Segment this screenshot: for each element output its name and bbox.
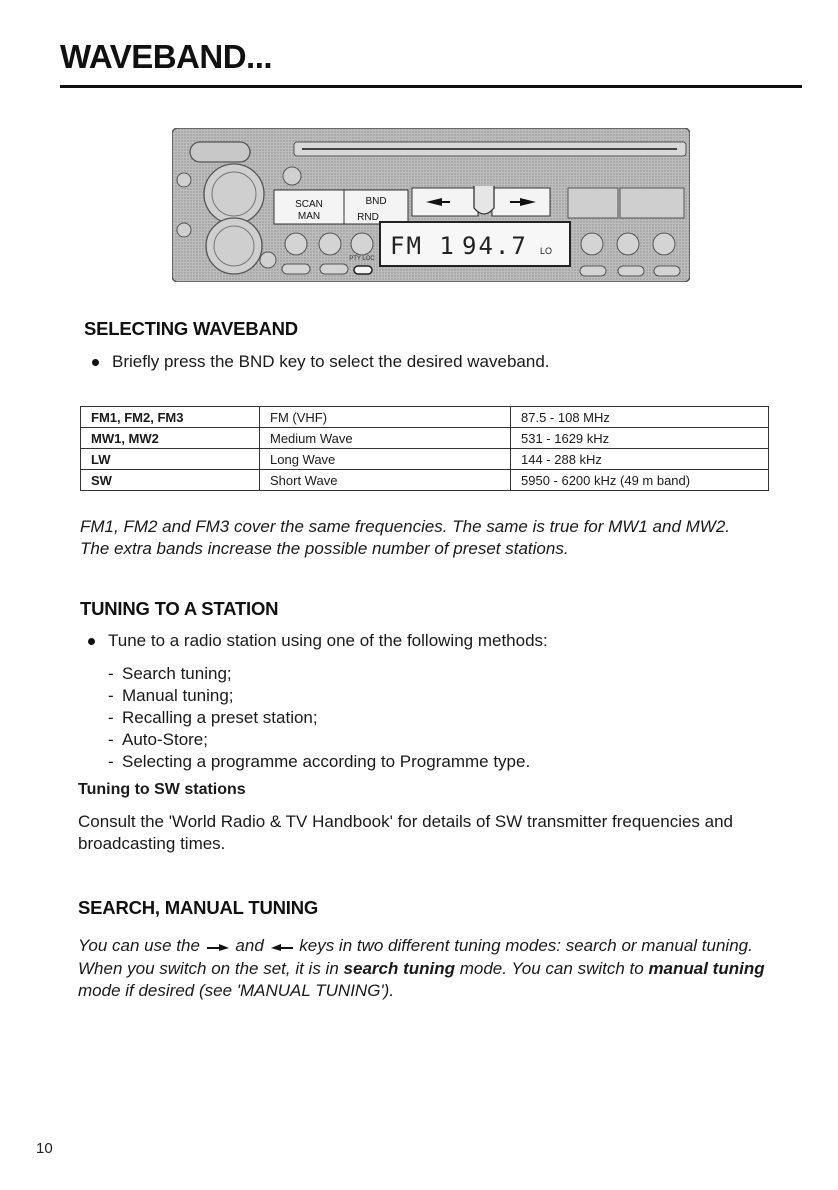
heading-selecting-waveband: SELECTING WAVEBAND: [84, 318, 298, 339]
heading-tuning-to-a-station: TUNING TO A STATION: [80, 598, 279, 619]
list-item: - Search tuning;: [108, 663, 530, 685]
bullet-tune-methods: Tune to a radio station using one of the following methods:: [108, 631, 548, 650]
table-cell-name: Long Wave: [260, 449, 511, 470]
table-cell-bands: FM1, FM2, FM3: [81, 407, 260, 428]
text-bold-manual-tuning: manual tuning: [648, 959, 765, 978]
sw-paragraph-line-2: broadcasting times.: [78, 834, 226, 853]
text-segment: When you switch on the set, it is in: [78, 959, 339, 978]
table-cell-range: 531 - 1629 kHz: [511, 428, 769, 449]
preset-1-button: [285, 233, 307, 255]
table-cell-bands: LW: [81, 449, 260, 470]
tuning-methods-list: [108, 663, 530, 773]
table-cell-bands: MW1, MW2: [81, 428, 260, 449]
table-cell-name: Medium Wave: [260, 428, 511, 449]
search-paragraph-line-3: mode if desired (see 'MANUAL TUNING').: [78, 981, 395, 1000]
table-row: [81, 407, 769, 428]
search-paragraph-line-1: [78, 935, 753, 957]
table-cell-range: 144 - 288 kHz: [511, 449, 769, 470]
table-cell-name: Short Wave: [260, 470, 511, 491]
volume-knob-icon: [204, 164, 264, 224]
display-freq: 94.7: [462, 232, 528, 260]
list-item: - Selecting a programme according to Programme type.: [108, 751, 530, 773]
left-pill-button: [190, 142, 250, 162]
waveband-table: [80, 406, 769, 491]
table-cell-bands: SW: [81, 470, 260, 491]
note-line-2: The extra bands increase the possible number of preset stations.: [80, 539, 569, 558]
list-item: - Auto-Store;: [108, 729, 530, 751]
rnd-label: RND: [357, 212, 379, 223]
note-line-1: FM1, FM2 and FM3 cover the same frequencies. The same is true for MW1 and MW2.: [80, 517, 731, 536]
preset-4-button: [581, 233, 603, 255]
preset-2-button: [319, 233, 341, 255]
bnd-label: BND: [365, 196, 387, 207]
list-item: - Recalling a preset station;: [108, 707, 530, 729]
display-lo: LO: [540, 246, 553, 256]
text-segment: mode. You can switch to: [459, 959, 644, 978]
pty-label: PTY LOC: [349, 256, 375, 262]
subheading-sw-stations: Tuning to SW stations: [78, 781, 246, 798]
pty-button: [354, 266, 372, 274]
table-cell-range: 5950 - 6200 kHz (49 m band): [511, 470, 769, 491]
text-segment: and: [235, 936, 264, 955]
table-row: [81, 428, 769, 449]
table-row: [81, 470, 769, 491]
table-cell-range: 87.5 - 108 MHz: [511, 407, 769, 428]
radio-illustration: [172, 128, 690, 282]
text-bold-search-tuning: search tuning: [343, 959, 455, 978]
list-item: - Manual tuning;: [108, 685, 530, 707]
sw-paragraph-line-1: Consult the 'World Radio & TV Handbook' for details of SW transmitter frequencies and: [78, 812, 734, 831]
preset-6-button: [653, 233, 675, 255]
table-row: [81, 449, 769, 470]
display-band: FM 1: [390, 232, 456, 260]
heading-search-manual-tuning: SEARCH, MANUAL TUNING: [78, 897, 319, 918]
page-number: 10: [36, 1140, 53, 1157]
arrow-left-key-icon: [269, 942, 295, 952]
text-segment: You can use the: [78, 936, 200, 955]
search-paragraph-line-2: [78, 958, 765, 980]
bullet-bnd-key: Briefly press the BND key to select the desired waveband.: [112, 352, 550, 371]
preset-3-button: [351, 233, 373, 255]
text-segment: keys in two different tuning modes: search or manual tuning.: [299, 936, 753, 955]
man-label: MAN: [297, 211, 321, 222]
title-rule: [60, 85, 802, 88]
arrow-right-key-icon: [205, 942, 231, 952]
page-title: WAVEBAND...: [60, 38, 273, 75]
rocker-icon: [474, 186, 494, 214]
scan-label: SCAN: [295, 199, 323, 210]
table-cell-name: FM (VHF): [260, 407, 511, 428]
preset-5-button: [617, 233, 639, 255]
